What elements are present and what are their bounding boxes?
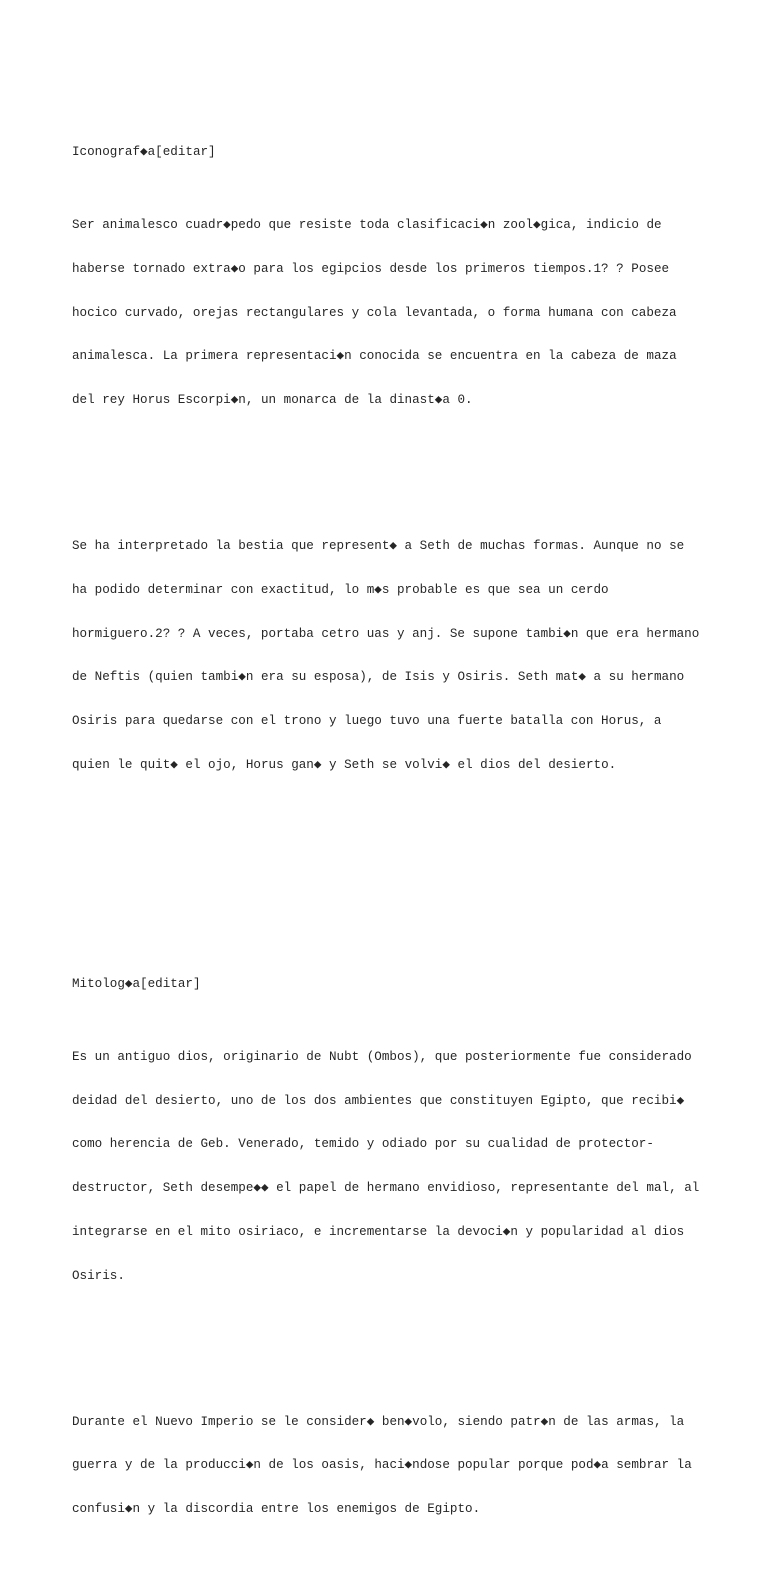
- text-line: deidad del desierto, uno de los dos ambientes que constituyen Egipto, que recibi◆: [72, 1093, 685, 1108]
- text-line: Durante el Nuevo Imperio se le consider◆ ben◆volo, siendo patr◆n de las armas, la: [72, 1414, 685, 1429]
- text-line: de Neftis (quien tambi◆n era su esposa), de Isis y Osiris. Seth mat◆ a su hermano: [72, 670, 685, 685]
- text-line: Es un antiguo dios, originario de Nubt (Ombos), que posteriormente fue considerado: [72, 1049, 692, 1064]
- document-body: [72, 72, 702, 1590]
- text-line: quien le quit◆ el ojo, Horus gan◆ y Seth se volvi◆ el dios del desierto.: [72, 757, 617, 772]
- paragraph-spacer: [72, 466, 702, 481]
- text-line: Osiris.: [72, 1268, 125, 1283]
- text-line: animalesca. La primera representaci◆n conocida se encuentra en la cabeza de maza: [72, 349, 677, 364]
- section-mitologia: [72, 948, 702, 1576]
- text-line: Se ha interpretado la bestia que represent◆ a Seth de muchas formas. Aunque no se: [72, 539, 685, 553]
- text-line: confusi◆n y la discordia entre los enemigos de Egipto.: [72, 1502, 481, 1517]
- text-line: Ser animalesco cuadr◆pedo que resiste toda clasificaci◆n zool◆gica, indicio de: [72, 217, 662, 232]
- text-line: Osiris para quedarse con el trono y luego tuvo una fuerte batalla con Horus, a: [72, 714, 662, 729]
- text-line: del rey Horus Escorpi◆n, un monarca de la dinast◆a 0.: [72, 393, 473, 408]
- text-line: destructor, Seth desempe◆◆ el papel de hermano envidioso, representante del mal, al: [72, 1181, 700, 1196]
- text-line: hocico curvado, orejas rectangulares y cola levantada, o forma humana con cabeza: [72, 305, 677, 320]
- text-line: integrarse en el mito osiriaco, e incrementarse la devoci◆n y popularidad al dios: [72, 1224, 685, 1239]
- paragraph: [72, 1385, 702, 1546]
- paragraph-spacer: [72, 1342, 702, 1357]
- text-line: ha podido determinar con exactitud, lo m◆s probable es que sea un cerdo: [72, 582, 609, 597]
- section-iconografia: [72, 116, 702, 831]
- section-heading: Mitolog◆a[editar]: [72, 976, 201, 991]
- paragraph: [72, 1021, 702, 1313]
- section-spacer: [72, 875, 702, 890]
- paragraph: [72, 189, 702, 437]
- text-line: haberse tornado extra◆o para los egipcios desde los primeros tiempos.1? ? Posee: [72, 261, 670, 276]
- text-line: guerra y de la producci◆n de los oasis, haci◆ndose popular porque pod◆a sembrar la: [72, 1458, 692, 1473]
- text-line: como herencia de Geb. Venerado, temido y odiado por su cualidad de protector-: [72, 1137, 654, 1152]
- section-heading: Iconograf◆a[editar]: [72, 144, 216, 159]
- paragraph: [72, 510, 702, 802]
- text-line: hormiguero.2? ? A veces, portaba cetro uas y anj. Se supone tambi◆n que era hermano: [72, 626, 700, 641]
